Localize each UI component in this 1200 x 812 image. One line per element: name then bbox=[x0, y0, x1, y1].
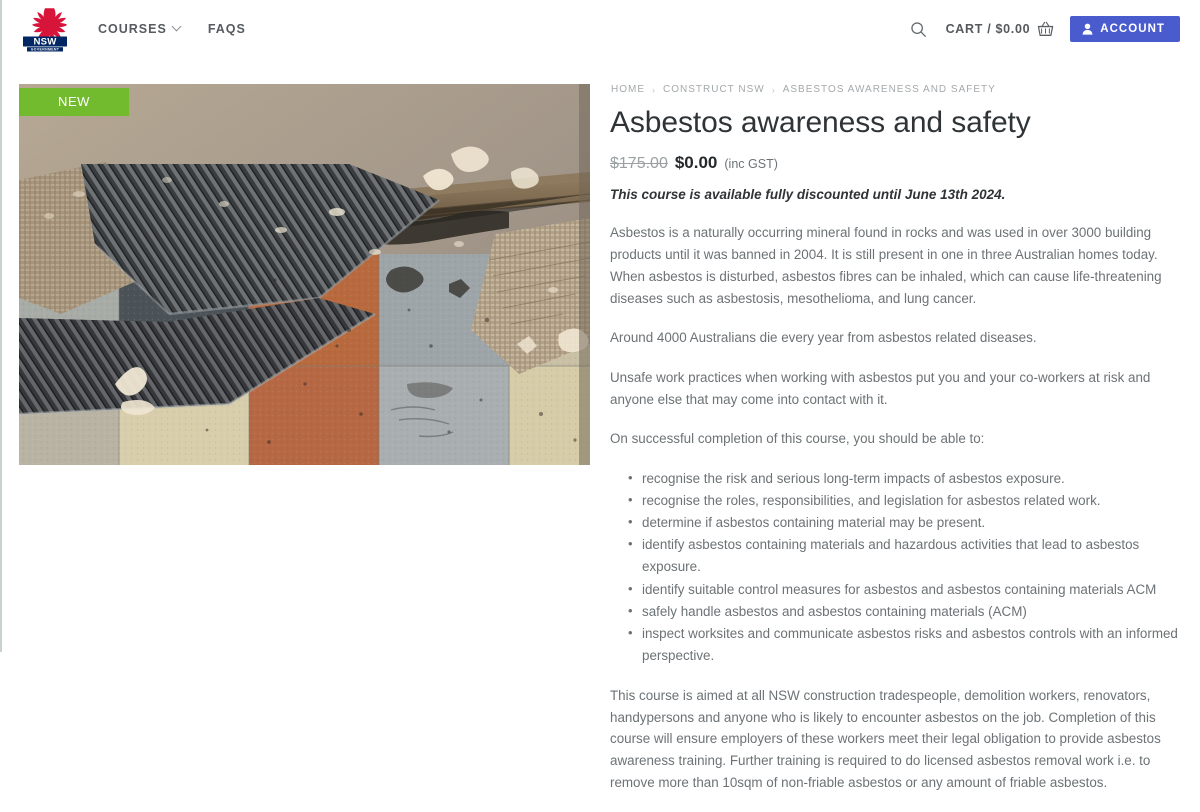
main-navigation bbox=[98, 22, 246, 36]
nav-item-faqs[interactable] bbox=[208, 22, 246, 36]
breadcrumb-item-construct-nsw[interactable]: CONSTRUCT NSW bbox=[663, 84, 765, 95]
page-title: Asbestos awareness and safety bbox=[610, 106, 1031, 139]
price-row bbox=[610, 153, 1178, 173]
original-price: $175.00 bbox=[610, 155, 668, 173]
list-item: • determine if asbestos containing material may be present. bbox=[642, 512, 1178, 534]
product-media-column bbox=[2, 84, 590, 465]
description-paragraph-1: Asbestos is a naturally occurring mineral found in rocks and was used in over 3000 building products until it was banned in 2004. It is still present in one in three Australian homes today. When asbestos is disturbed, asbestos fibres can be inhaled, which can cause life-threatening diseases such as asbestosis, mesothelioma, and lung cancer. bbox=[610, 225, 1162, 306]
shopping-basket-icon bbox=[1037, 21, 1054, 37]
product-page-content bbox=[2, 84, 1200, 812]
product-image[interactable] bbox=[19, 84, 590, 465]
description-paragraph-4: On successful completion of this course, you should be able to: bbox=[610, 431, 985, 447]
nsw-government-logo[interactable] bbox=[20, 6, 72, 52]
svg-text:NSW: NSW bbox=[33, 36, 57, 48]
breadcrumb bbox=[611, 84, 1178, 95]
list-item: • identify suitable control measures for asbestos and asbestos containing materials ACM bbox=[642, 579, 1178, 601]
account-button-label: ACCOUNT bbox=[1100, 23, 1165, 35]
search-button[interactable] bbox=[908, 18, 930, 40]
nsw-waratah-logo-icon bbox=[20, 6, 70, 52]
promotion-note: This course is available fully discounted until June 13th 2024. bbox=[610, 187, 1006, 203]
product-description bbox=[610, 222, 1178, 793]
search-icon bbox=[910, 21, 927, 38]
nav-item-courses-label: COURSES bbox=[98, 22, 167, 36]
audience-paragraph: This course is aimed at all NSW construction tradespeople, demolition workers, renovators, handypersons and anyone who is likely to encounter asbestos on the job. Completion of this course will ensure employers of these workers meet their legal obligation to provide asbestos awareness training. Further training is required to do licensed asbestos removal work i.e. to remove more than 10sqm of non-friable asbestos or any amount of friable asbestos. bbox=[610, 688, 1161, 790]
nav-item-faqs-label: FAQS bbox=[207, 22, 246, 36]
user-icon bbox=[1082, 23, 1093, 35]
nav-item-courses[interactable] bbox=[98, 22, 182, 36]
list-item: • safely handle asbestos and asbestos containing materials (ACM) bbox=[642, 601, 1178, 623]
svg-text:GOVERNMENT: GOVERNMENT bbox=[30, 47, 60, 52]
header-actions bbox=[908, 16, 1186, 42]
list-item: • recognise the risk and serious long-term impacts of asbestos exposure. bbox=[642, 468, 1178, 490]
gst-note: (inc GST) bbox=[724, 157, 778, 172]
cart-label: CART / $0.00 bbox=[945, 22, 1031, 36]
list-item: • inspect worksites and communicate asbestos risks and asbestos controls with an informed perspective. bbox=[642, 623, 1178, 667]
breadcrumb-separator: › bbox=[652, 84, 656, 95]
list-item: • recognise the roles, responsibilities, and legislation for asbestos related work. bbox=[642, 490, 1178, 512]
description-paragraph-2: Around 4000 Australians die every year from asbestos related diseases. bbox=[610, 330, 1037, 346]
breadcrumb-item-home[interactable]: HOME bbox=[611, 84, 645, 95]
current-price: $0.00 bbox=[674, 153, 718, 173]
cart-link[interactable] bbox=[946, 21, 1055, 37]
account-button[interactable] bbox=[1070, 16, 1180, 42]
asbestos-floor-photo bbox=[19, 84, 590, 465]
site-header bbox=[2, 0, 1200, 58]
chevron-down-icon bbox=[173, 23, 182, 32]
breadcrumb-separator: › bbox=[771, 84, 776, 95]
product-detail-column bbox=[590, 84, 1200, 812]
new-badge: NEW bbox=[19, 88, 129, 116]
description-paragraph-3: Unsafe work practices when working with asbestos put you and your co-workers at risk and anyone else that may come into contact with it. bbox=[610, 369, 1151, 407]
learning-outcomes-list bbox=[610, 468, 1178, 667]
breadcrumb-item-current: ASBESTOS AWARENESS AND SAFETY bbox=[782, 84, 996, 95]
list-item: • identify asbestos containing materials and hazardous activities that lead to asbestos exposure. bbox=[642, 534, 1178, 578]
